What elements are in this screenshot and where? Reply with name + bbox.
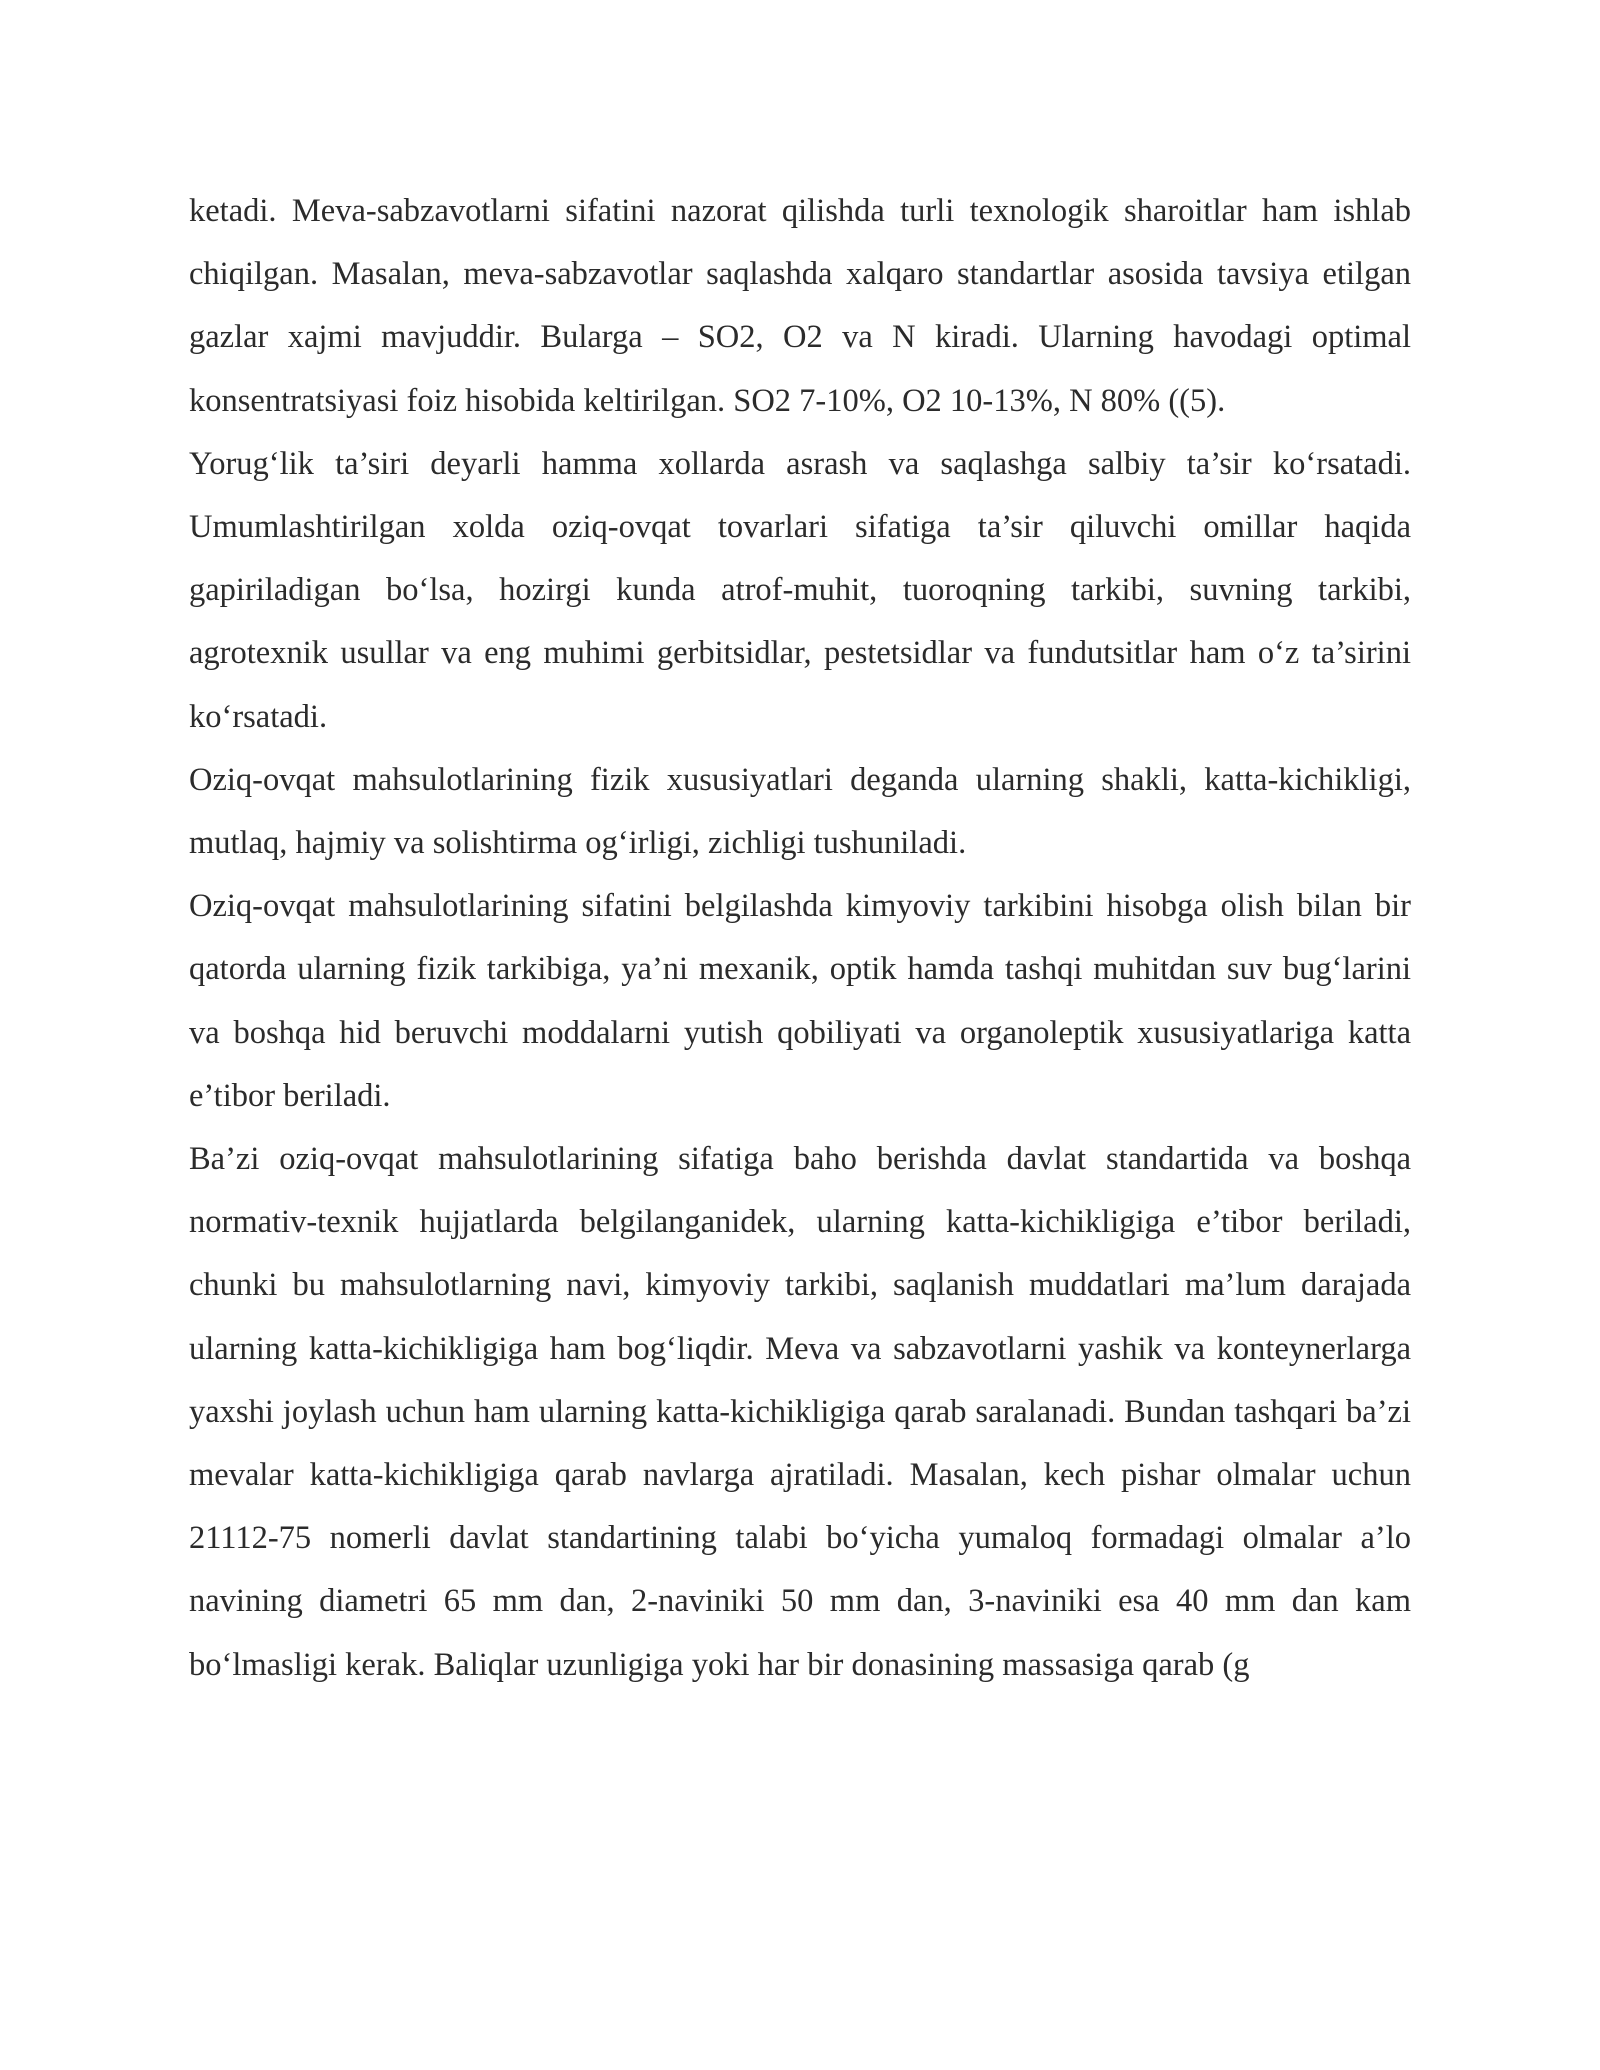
- paragraph-3: Oziq-ovqat mahsulotlarining fizik xususiyatlari deganda ularning shakli, katta-kichikligi, mutlaq, hajmiy va solishtirma og‘irligi, zichligi tushuniladi.: [189, 761, 1411, 862]
- paragraph-1: ketadi. Meva-sabzavotlarni sifatini nazorat qilishda turli texnologik sharoitlar ham ishlab chiqilgan. Masalan, meva-sabzavotlar saqlashda xalqaro standartlar asosida tavsiya etilgan gazlar xajmi mavjuddir. Bularga – SO2, O2 va N kiradi. Ularning havodagi optimal konsentratsiyasi foiz hisobida keltirilgan. SO2 7-10%, O2 10-13%, N 80% ((5).: [189, 193, 1411, 419]
- paragraph-5: Ba’zi oziq-ovqat mahsulotlarining sifatiga baho berishda davlat standartida va boshqa normativ-texnik hujjatlarda belgilanganidek, ularning katta-kichikligiga e’tibor beriladi, chunki bu mahsulotlarning navi, kimyoviy tarkibi, saqlanish muddatlari ma’lum darajada ularning katta-kichikligiga ham bog‘liqdir. Meva va sabzavotlarni yashik va konteynerlarga yaxshi joylash uchun ham ularning katta-kichikligiga qarab saralanadi. Bundan tashqari ba’zi mevalar katta-kichikligiga qarab navlarga ajratiladi. Masalan, kech pishar olmalar uchun 21112-75 nomerli davlat standartining talabi bo‘yicha yumaloq formadagi olmalar a’lo navining diametri 65 mm dan, 2-naviniki 50 mm dan, 3-naviniki esa 40 mm dan kam bo‘lmasligi kerak. Baliqlar uzunligiga yoki har bir donasining massasiga qarab (g: [189, 1141, 1411, 1683]
- paragraph-2: Yorug‘lik ta’siri deyarli hamma xollarda asrash va saqlashga salbiy ta’sir ko‘rsatadi. Umumlashtirilgan xolda oziq-ovqat tovarlari sifatiga ta’sir qiluvchi omillar haqida gapiriladigan bo‘lsa, hozirgi kunda atrof-muhit, tuoroqning tarkibi, suvning tarkibi, agrotexnik usullar va eng muhimi gerbitsidlar, pestetsidlar va fundutsitlar ham o‘z ta’sirini ko‘rsatadi.: [189, 445, 1411, 735]
- document-body: [189, 180, 1411, 1697]
- paragraph-4: Oziq-ovqat mahsulotlarining sifatini belgilashda kimyoviy tarkibini hisobga olish bilan bir qatorda ularning fizik tarkibiga, ya’ni mexanik, optik hamda tashqi muhitdan suv bug‘larini va boshqa hid beruvchi moddalarni yutish qobiliyati va organoleptik xususiyatlariga katta e’tibor beriladi.: [189, 888, 1411, 1114]
